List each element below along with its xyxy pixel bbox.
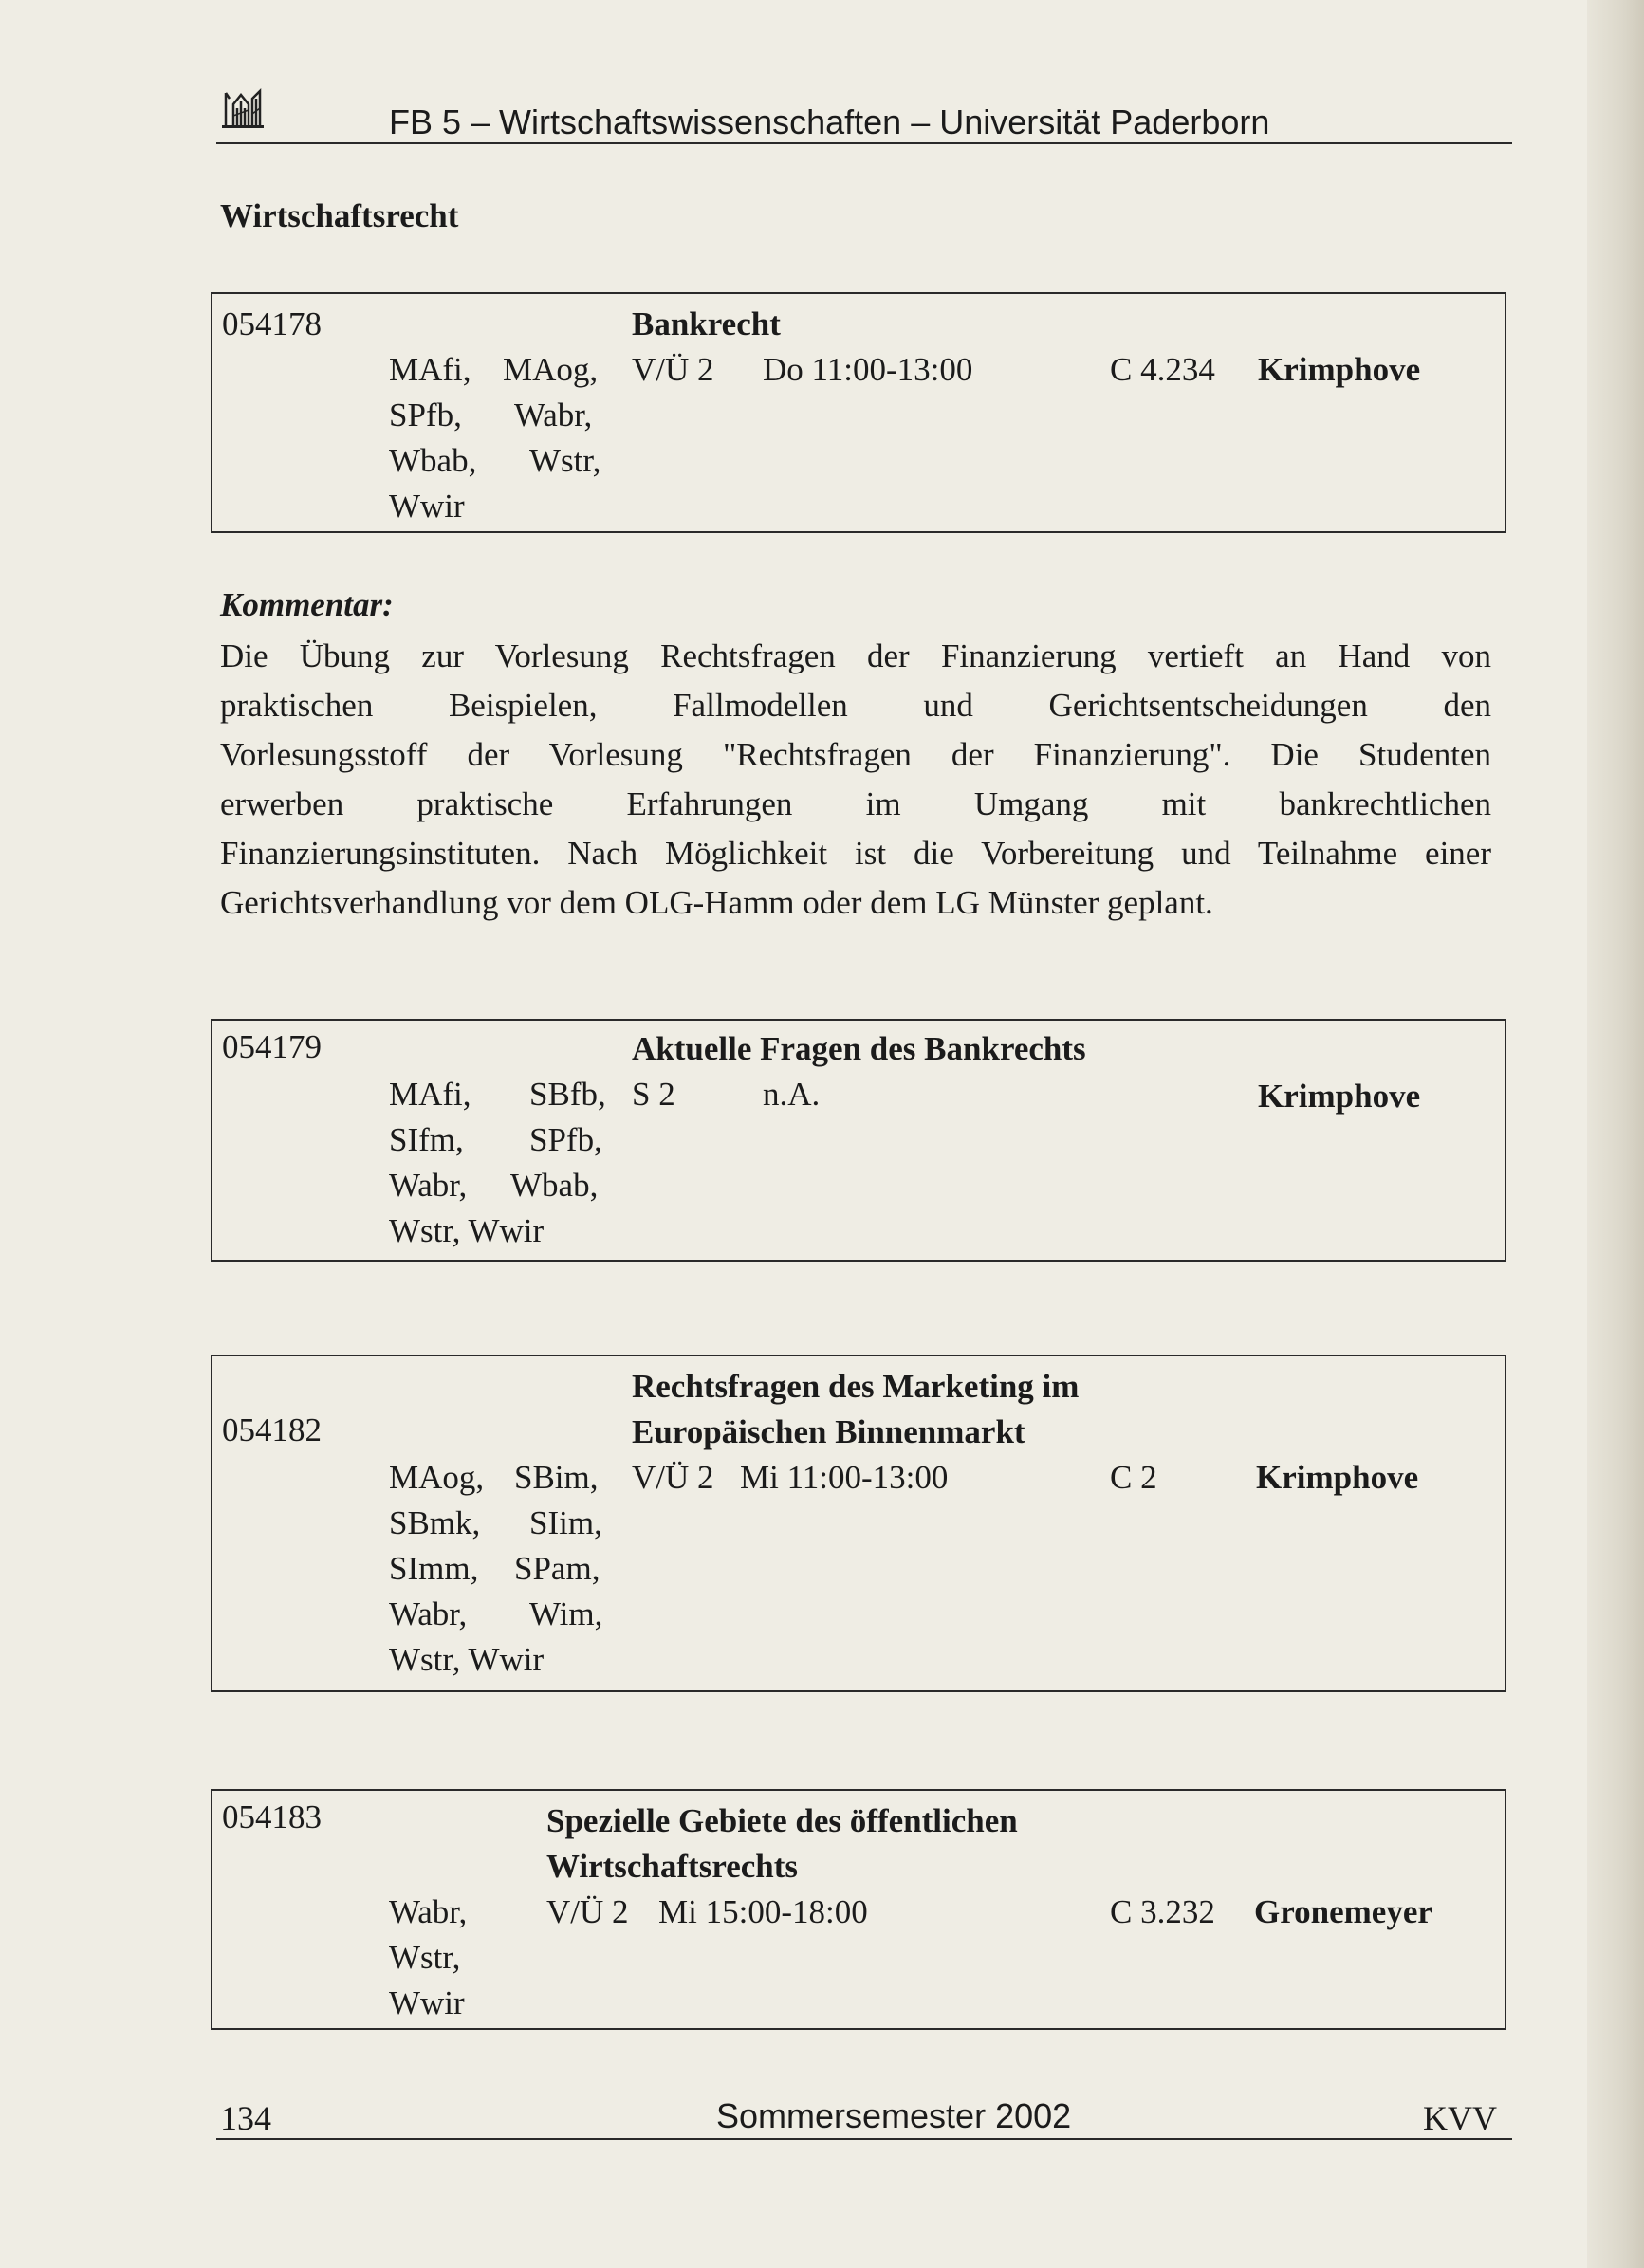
page-edge-shadow (1587, 0, 1644, 2268)
program-code: Wstr, (529, 442, 601, 479)
course-time: n.A. (763, 1076, 821, 1113)
comment-line: Vorlesungsstoff der Vorlesung "Rechtsfragen der Finanzierung". Die Studenten (220, 736, 1491, 773)
course-lecturer: Krimphove (1256, 1459, 1419, 1496)
program-code: Wabr, (389, 1595, 468, 1632)
course-type: V/Ü 2 (546, 1893, 629, 1930)
header-rule (216, 142, 1512, 144)
comment-line: Finanzierungsinstituten. Nach Möglichkeit ist die Vorbereitung und Teilnahme einer (220, 835, 1491, 872)
course-room: C 3.232 (1110, 1893, 1215, 1930)
course-room: C 2 (1110, 1459, 1157, 1496)
program-code: Wstr, Wwir (389, 1212, 545, 1249)
course-number: 054179 (222, 1028, 322, 1065)
course-time: Mi 11:00-13:00 (740, 1459, 949, 1496)
program-code: Wabr, (389, 1893, 468, 1930)
course-box-054179 (211, 1019, 1506, 1262)
program-code: Wstr, Wwir (389, 1641, 545, 1678)
comment-line: Die Übung zur Vorlesung Rechtsfragen der Finanzierung vertieft an Hand von (220, 637, 1491, 674)
course-time: Do 11:00-13:00 (763, 351, 973, 388)
program-code: SImm, (389, 1550, 479, 1587)
section-title: Wirtschaftsrecht (220, 197, 459, 234)
program-code: Wwir (389, 488, 465, 525)
program-code: MAog, (503, 351, 599, 388)
course-title: Bankrecht (632, 305, 781, 342)
program-code: Wbab, (510, 1167, 599, 1204)
comment-label: Kommentar: (220, 586, 394, 623)
footer-semester: Sommersemester 2002 (716, 2096, 1072, 2135)
program-code: Wabr, (389, 1167, 468, 1204)
comment-line: erwerben praktische Erfahrungen im Umgang mit bankrechtlichen (220, 785, 1491, 822)
course-type: V/Ü 2 (632, 1459, 714, 1496)
course-number: 054182 (222, 1411, 322, 1448)
program-code: Wwir (389, 1984, 465, 2021)
program-code: Wbab, (389, 442, 477, 479)
program-code: SIfm, (389, 1121, 464, 1158)
program-code: SPfb, (389, 396, 462, 433)
program-code: SPam, (514, 1550, 600, 1587)
course-type: V/Ü 2 (632, 351, 714, 388)
comment-line: praktischen Beispielen, Fallmodellen und Gerichtsentscheidungen den (220, 687, 1491, 724)
program-code: Wim, (529, 1595, 603, 1632)
comment-line: Gerichtsverhandlung vor dem OLG-Hamm oder dem LG Münster geplant. (220, 884, 1213, 921)
course-title: Aktuelle Fragen des Bankrechts (632, 1030, 1086, 1067)
program-code: SBim, (514, 1459, 599, 1496)
course-title: Rechtsfragen des Marketing im (632, 1368, 1080, 1405)
header-title: FB 5 – Wirtschaftswissenschaften – Universität Paderborn (389, 102, 1270, 141)
program-code: Wabr, (514, 396, 593, 433)
university-logo-icon (220, 85, 266, 133)
course-lecturer: Gronemeyer (1254, 1893, 1432, 1930)
footer-rule (216, 2138, 1512, 2140)
program-code: SBfb, (529, 1076, 606, 1113)
program-code: SPfb, (529, 1121, 602, 1158)
program-code: Wstr, (389, 1939, 461, 1976)
program-code: MAfi, (389, 1076, 471, 1113)
footer-page-number: 134 (220, 2099, 271, 2137)
course-box-054178 (211, 292, 1506, 533)
course-number: 054183 (222, 1798, 322, 1835)
course-box-054183 (211, 1789, 1506, 2030)
course-box-054182 (211, 1355, 1506, 1692)
program-code: MAfi, (389, 351, 471, 388)
course-type: S 2 (632, 1076, 675, 1113)
program-code: SIim, (529, 1504, 602, 1541)
footer-catalog: KVV (1423, 2099, 1497, 2137)
course-title: Spezielle Gebiete des öffentlichen (546, 1802, 1018, 1839)
course-title: Europäischen Binnenmarkt (632, 1413, 1025, 1450)
course-lecturer: Krimphove (1258, 351, 1421, 388)
course-lecturer: Krimphove (1258, 1078, 1421, 1115)
program-code: MAog, (389, 1459, 485, 1496)
course-title: Wirtschaftsrechts (546, 1848, 799, 1885)
course-time: Mi 15:00-18:00 (658, 1893, 868, 1930)
program-code: SBmk, (389, 1504, 481, 1541)
course-room: C 4.234 (1110, 351, 1215, 388)
course-number: 054178 (222, 305, 322, 342)
